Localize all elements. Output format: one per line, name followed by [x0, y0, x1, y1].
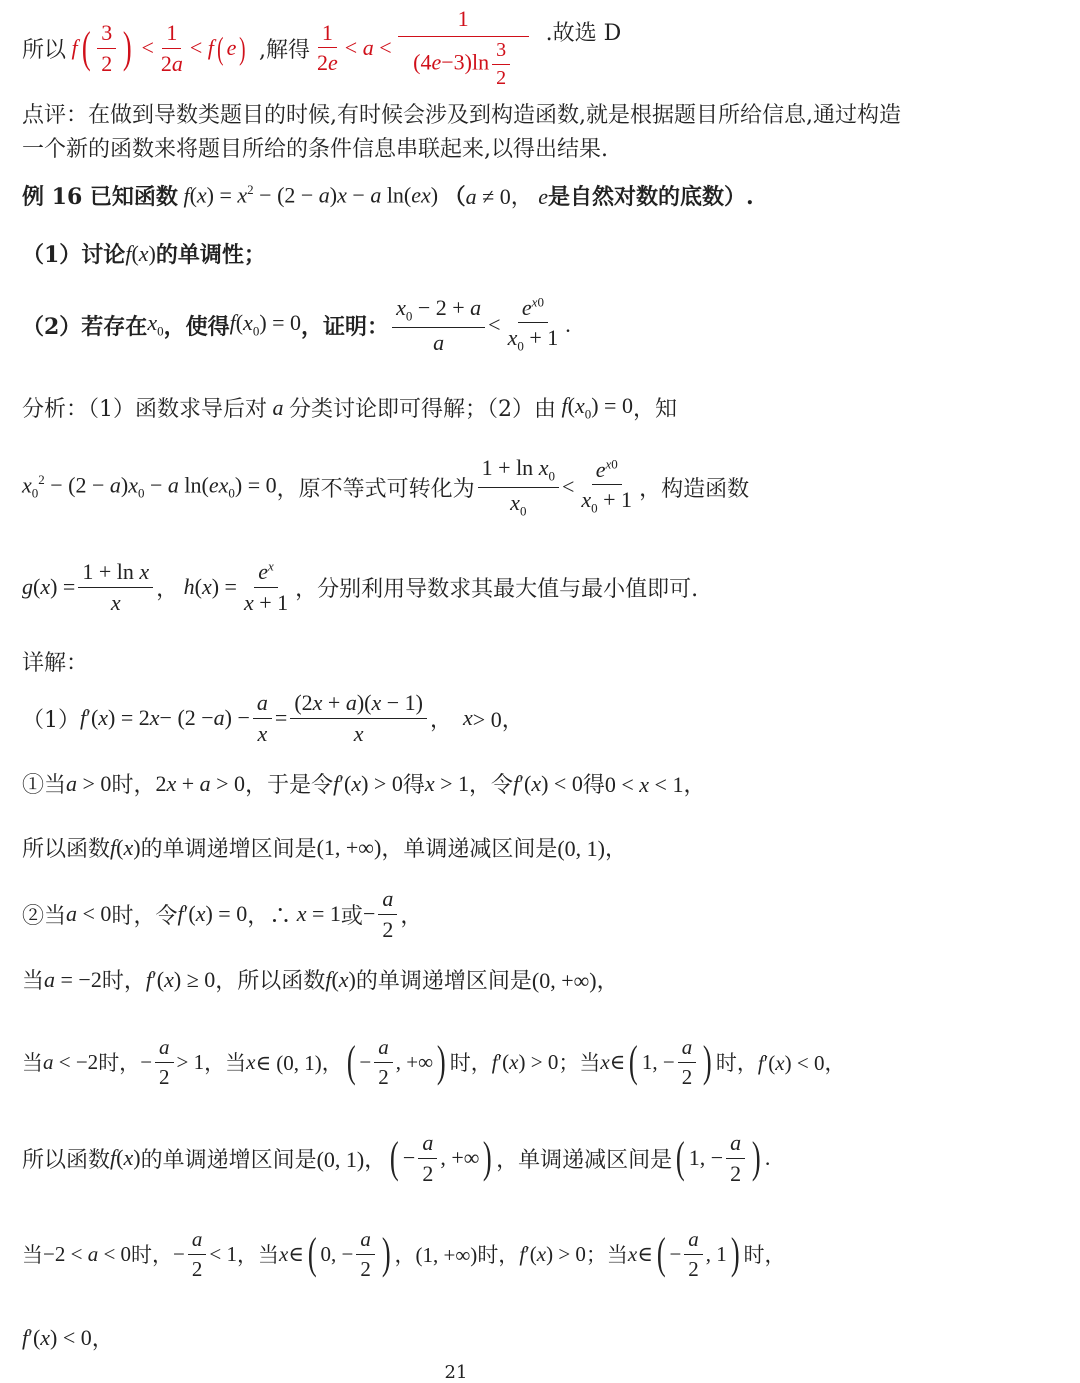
example-tail: 是自然对数的底数）. — [547, 184, 754, 210]
analysis-text-1: 分析：（1）函数求导后对 — [22, 397, 267, 422]
case-3: 当 a = −2 时， f′(x) ≥ 0 ，所以函数 f(x) 的单调递增区间是 (0, +∞)， — [22, 964, 619, 995]
case-1-c: ，于是令 — [245, 773, 334, 798]
example-head: 例 16 已知函数 — [22, 184, 178, 210]
mono-1-c: ，单调递减区间是 — [381, 837, 558, 862]
case-5-e: ；当 — [585, 1243, 628, 1267]
last-line: f′(x) < 0 ， — [22, 1322, 114, 1353]
analysis-text-2: 分类讨论即可得解；（2）由 — [289, 397, 556, 422]
case-5-f: 时， — [743, 1243, 786, 1267]
case-1-a: ①当 — [22, 773, 67, 798]
q1-suffix: 的单调性； — [155, 242, 266, 268]
analysis-line-1: 分析：（1）函数求导后对 a 分类讨论即可得解；（2）由 $f(x_0) = 0$ ，知 — [22, 392, 677, 422]
analysis-text-6: ，分别利用导数求其最大值与最小值即可. — [295, 576, 699, 602]
question-1: （1）讨论 f(x) 的单调性； — [22, 238, 266, 269]
case-1: ①当 a > 0 时， 2x + a > 0 ，于是令 f′(x) > 0 得 x > 1 ，令 f′(x) < 0 得 0 < x < 1， — [22, 768, 705, 799]
case-3-c: ，所以函数 — [215, 969, 326, 994]
q2-prefix: （2）若存在 — [22, 313, 148, 340]
math-ineq-1: f ( $\frac{3}{2}$ ) < $\frac{1}{2a}$ < f ( e ) — [66, 20, 246, 76]
case-4-a: 当 — [22, 1051, 43, 1075]
case-2: ②当 a < 0 时，令 f′(x) = 0 ，∴ x = 1 或 − $\frac{a}{2}$ ， — [22, 886, 423, 942]
question-2: （2）若存在 $x_0$ ，使得 $f(x_0) = 0$ ，证明： $\frac{x_0 - 2 + a}{a}$ < $\frac{e^{x0}}{x_0 + 1}$ . — [22, 294, 571, 355]
monotonic-2: 所以函数 f(x) 的单调递增区间是 (0, 1)， ( − $\frac{a}{2}$ , +∞ ) ，单调递减区间是 ( 1, − $\frac{a}{2}$ ) . — [22, 1130, 771, 1186]
case-3-b: 时， — [101, 969, 146, 994]
case-3-d: 的单调递增区间是 — [355, 969, 532, 994]
solution-1: （1） f ′( x ) = 2 x − (2 − a ) − $\frac{a}{x}$ = $\frac{(2x + a)(x - 1)}{x}$ ， x > 0， — [22, 690, 524, 746]
case-2-b: 时，令 — [111, 903, 178, 929]
analysis-line-3: g ( x ) = $\frac{\text{1 + ln x}}{x}$ ， h ( x ) = $\frac{e^x}{x + 1}$ ，分别利用导数求其最大值与最小值即可. — [22, 558, 699, 615]
mono-2-c: ，单调递减区间是 — [496, 1147, 673, 1173]
math-cond: a ≠ 0， e — [465, 184, 548, 209]
case-5-a: 当 — [22, 1243, 43, 1267]
case-3-a: 当 — [22, 969, 45, 994]
math-ineq-2: $\frac{1}{2e}$ < a < 1 (4e−3)ln $\frac{3}{2}$ — [310, 6, 532, 89]
mono-1-a: 所以函数 — [22, 837, 111, 862]
case-1-d: 得 — [402, 773, 425, 798]
text-jiede: ,解得 — [259, 37, 310, 63]
mono-2-a: 所以函数 — [22, 1147, 111, 1173]
case-5: 当 −2 < a < 0 时， − $\frac{a}{2}$ < 1 ，当 x ∈ ( 0, − $\frac{a}{2}$ ) ，(1, +∞) 时， f′(x) > 0 ；当 x ∈ ( − $\frac{a}{2}$ , 1 ) 时， — [22, 1227, 786, 1281]
analysis-text-4: ，原不等式可转化为 — [276, 476, 475, 502]
case-1-e: ，令 — [469, 773, 514, 798]
case-4: 当 a < −2 时， − $\frac{a}{2}$ > 1 ，当 x ∈ (0, 1)， ( − $\frac{a}{2}$ , +∞ ) 时， f′(x) > 0 ；当 x ∈ ( 1, − $\frac{a}{2}$ ) 时， f′(x) < 0， — [22, 1035, 846, 1089]
page-number: 21 — [444, 1362, 468, 1383]
mono-1-b: 的单调递增区间是 — [140, 837, 317, 862]
q2-prove: ，证明： — [301, 313, 390, 340]
case-5-b: 时， — [131, 1243, 174, 1267]
math-prove: $\frac{x_0 - 2 + a}{a}$ < $\frac{e^{x0}}{x_0 + 1}$ . — [389, 295, 571, 355]
detail-text: 详解： — [22, 651, 89, 676]
monotonic-1: 所以函数 f(x) 的单调递增区间是 (1, +∞) ，单调递减区间是 (0, 1)， — [22, 832, 627, 863]
case-1-f: 得 — [582, 773, 605, 798]
math-fx-def: f — [177, 182, 190, 208]
case-4-f: 时， — [715, 1051, 758, 1075]
text-suoyi: 所以 — [22, 37, 67, 63]
case-5-c: ，当 — [236, 1243, 279, 1267]
comment-text-1: 点评：在做到导数类题目的时候,有时候会涉及到构造函数,就是根据题目所给信息,通过构造 — [22, 103, 901, 128]
analysis-text-5: ，构造函数 — [639, 476, 750, 502]
analysis-text-3: ，知 — [632, 397, 677, 422]
case-4-e: ；当 — [558, 1051, 601, 1075]
case-2-a: ②当 — [22, 903, 67, 929]
text-guxuan: .故选 D — [545, 21, 622, 46]
case-2-c: ，∴ — [247, 903, 292, 929]
q1-prefix: （1）讨论 — [22, 242, 126, 268]
case-1-b: 时， — [111, 773, 156, 798]
solution-1-prefix: （1） — [22, 707, 80, 733]
mono-2-b: 的单调递增区间是 — [140, 1147, 317, 1173]
case-4-c: ，当 — [204, 1051, 247, 1075]
example-16-title: 例 16 已知函数 f $(x) = x^2 - (2 - a)x - a$ ln(ex) （ a ≠ 0， e 是自然对数的底数）. — [22, 180, 754, 211]
case-4-b: 时， — [98, 1051, 141, 1075]
case-2-d: 或 — [340, 903, 363, 929]
example-cond-open: （ — [443, 184, 466, 210]
analysis-line-2: $x_0^2 - (2 - a)x_0 - a$ $\ln(ex_0) = 0$ ，原不等式可转化为 $\frac{1 + \ln x_0}{x_0}$ < $\frac{e^{x0}}{x_0 + 1}$ ，构造函数 — [22, 455, 750, 518]
case-4-d: 时， — [449, 1051, 492, 1075]
detail-heading — [22, 646, 88, 677]
comment-line-2 — [22, 132, 608, 163]
case-5-d: 时， — [477, 1243, 520, 1267]
comment-text-2: 一个新的函数来将题目所给的条件信息串联起来,以得出结果. — [22, 137, 608, 162]
last-comma: ， — [91, 1327, 114, 1352]
answer-line — [22, 2, 621, 94]
q2-middle: ，使得 — [163, 313, 230, 340]
comment-line-1 — [22, 98, 901, 129]
